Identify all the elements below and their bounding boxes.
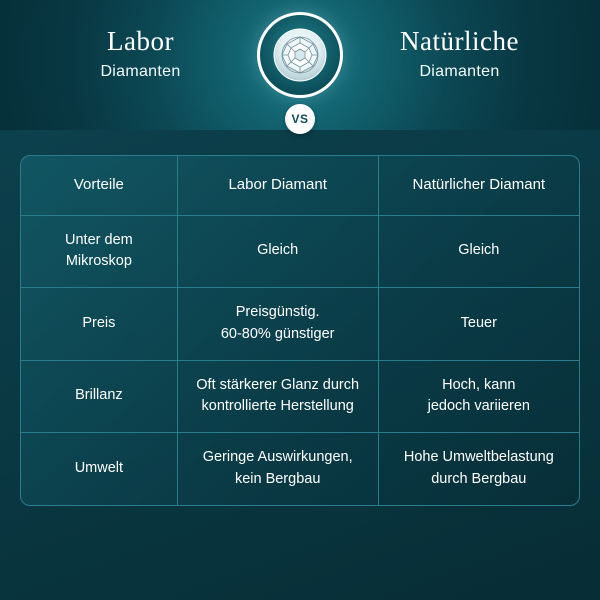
cell-feature bbox=[21, 288, 177, 361]
table-row bbox=[21, 360, 579, 433]
cell-feature bbox=[21, 433, 177, 505]
header-left-column bbox=[28, 26, 253, 81]
cell-lab bbox=[177, 433, 378, 505]
cell-text-line: Geringe Auswirkungen, bbox=[202, 449, 353, 465]
cell-natural bbox=[378, 360, 579, 433]
cell-text-line: Preisgünstig. bbox=[235, 304, 320, 320]
column-header-natural: Natürlicher Diamant bbox=[378, 156, 579, 215]
cell-text-line: Brillanz bbox=[75, 387, 123, 404]
table-header-row bbox=[21, 156, 579, 215]
header-right-subtitle: Diamanten bbox=[419, 63, 500, 81]
table-row bbox=[21, 433, 579, 505]
header-right-column bbox=[347, 26, 572, 81]
cell-text-line: Preis bbox=[82, 314, 116, 331]
comparison-table bbox=[20, 155, 580, 506]
cell-text-line: jedoch variieren bbox=[427, 398, 530, 415]
cell-natural bbox=[378, 433, 579, 505]
table-row bbox=[21, 215, 579, 288]
cell-text-line: kontrollierte Herstellung bbox=[201, 398, 354, 415]
column-header-lab: Labor Diamant bbox=[177, 156, 378, 215]
table-row bbox=[21, 288, 579, 361]
header-right-title: Natürliche bbox=[400, 26, 519, 56]
cell-text-line: Hoch, kann bbox=[442, 376, 516, 393]
cell-feature bbox=[21, 360, 177, 433]
cell-text-line: Oft stärkerer Glanz durch bbox=[196, 376, 360, 393]
cell-text-line: Gleich bbox=[458, 242, 500, 259]
cell-text-line: Unter dem bbox=[65, 231, 133, 248]
column-header-feature: Vorteile bbox=[21, 156, 177, 215]
cell-feature bbox=[21, 215, 177, 288]
cell-text-line: Teuer bbox=[460, 314, 497, 331]
cell-text-line: durch Bergbau bbox=[431, 470, 527, 487]
cell-text-line: kein Bergbau bbox=[234, 470, 321, 487]
header-left-subtitle: Diamanten bbox=[100, 63, 181, 81]
header-banner bbox=[0, 0, 600, 130]
cell-text-line: Mikroskop bbox=[65, 253, 132, 270]
cell-text-line: Gleich bbox=[257, 242, 299, 259]
cell-lab bbox=[177, 360, 378, 433]
cell-lab bbox=[177, 215, 378, 288]
cell-text-line: Umwelt bbox=[74, 459, 124, 476]
cell-natural bbox=[378, 288, 579, 361]
cell-natural bbox=[378, 215, 579, 288]
cell-lab bbox=[177, 288, 378, 361]
header-left-title: Labor bbox=[107, 26, 174, 56]
cell-text-line: Hohe Umweltbelastung bbox=[403, 449, 554, 465]
vs-badge: VS bbox=[285, 104, 315, 134]
cell-text-line: 60-80% günstiger bbox=[220, 325, 335, 342]
diamond-icon bbox=[257, 12, 343, 98]
